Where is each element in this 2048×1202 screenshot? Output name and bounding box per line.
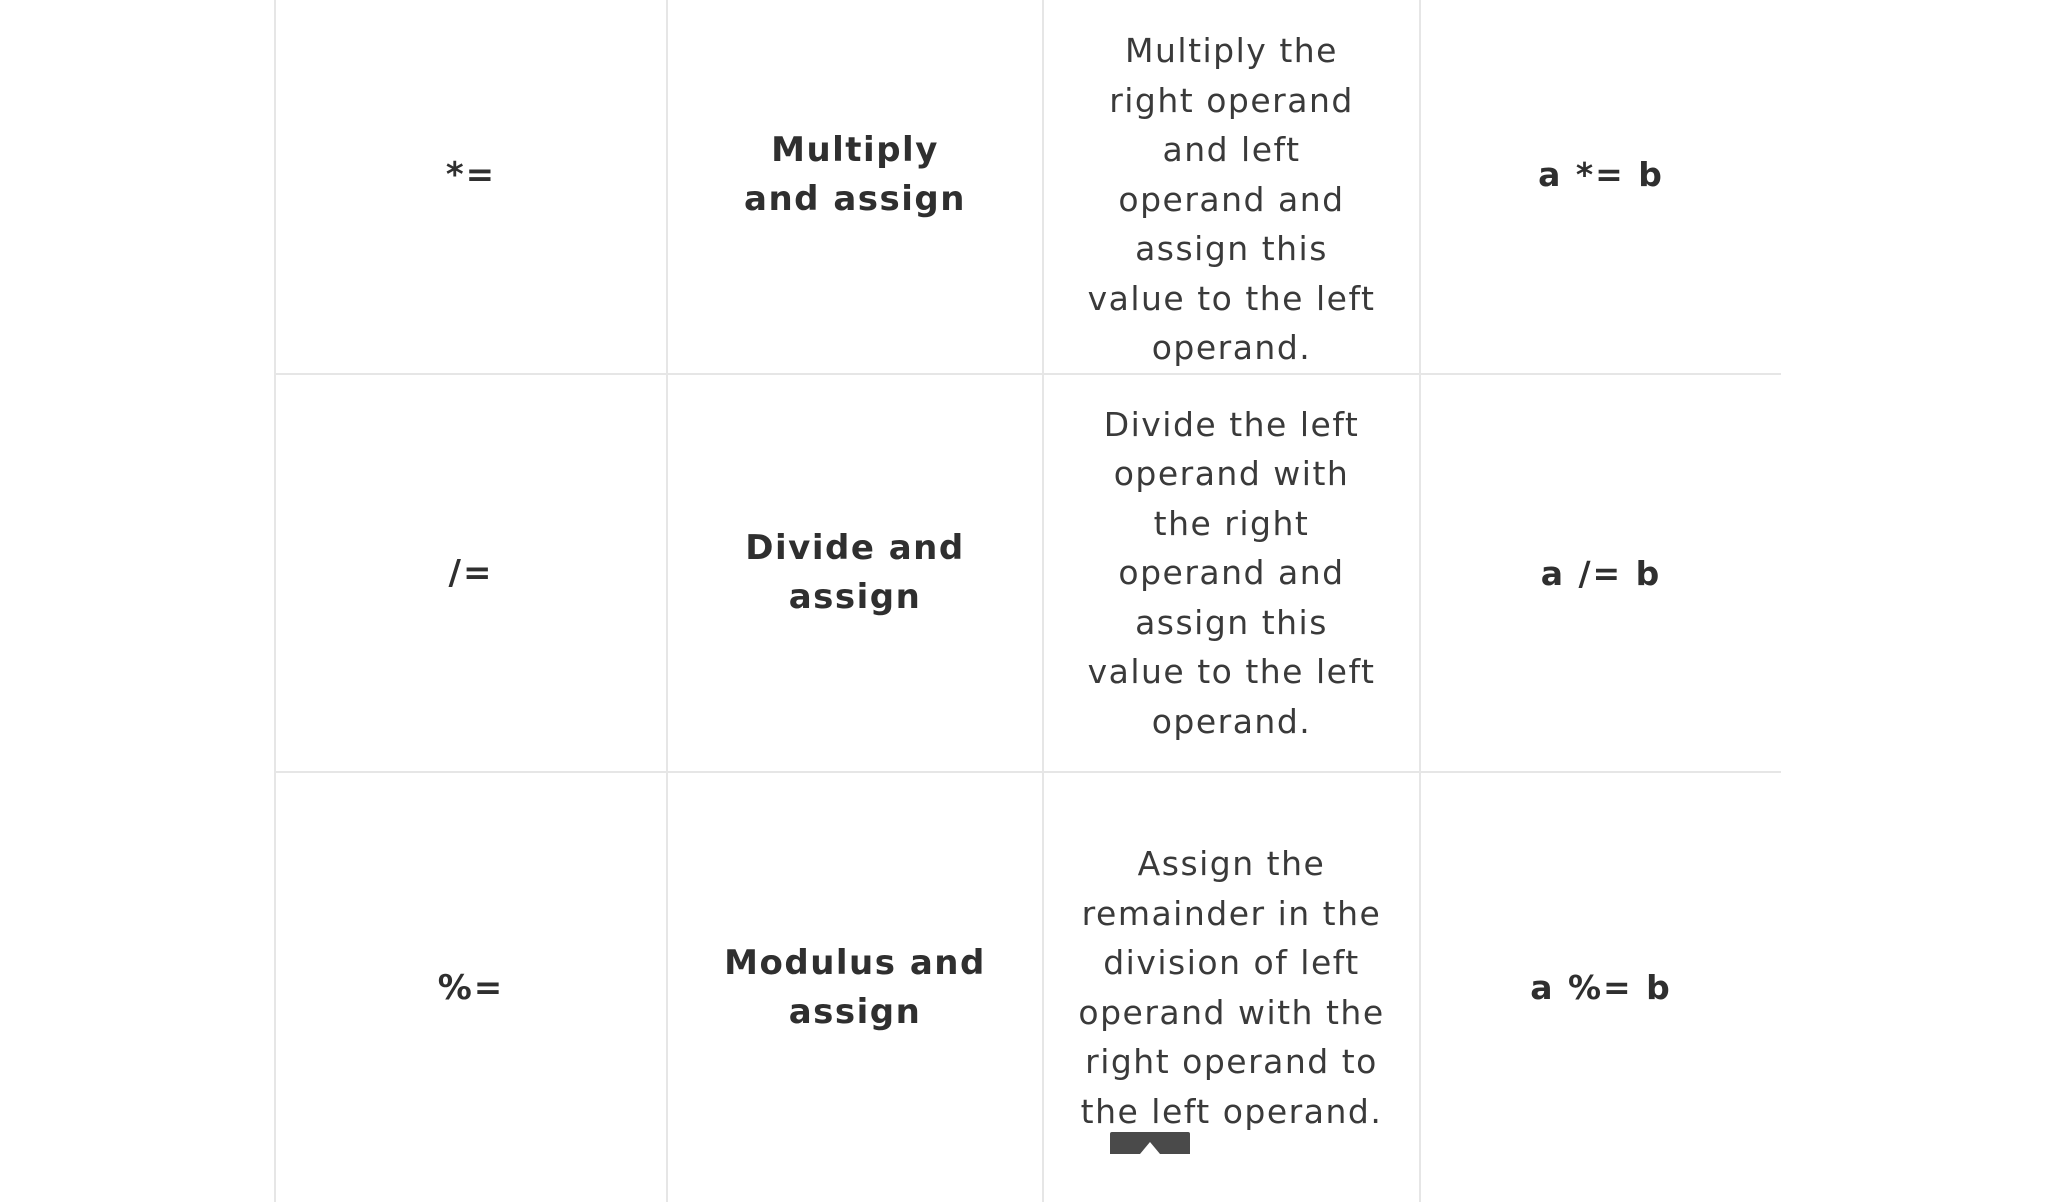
operator-cell [275,0,667,374]
operator-example: a /= b [1540,553,1662,593]
table-row [275,772,1781,1202]
operator-description: Divide the left operand with the right operand and assign this value to the left operand. [1087,404,1376,741]
description-cell [1043,0,1420,374]
table-row [275,0,1781,374]
assignment-operators-table [274,0,1781,1202]
operator-name: Modulus and assign [724,942,986,1032]
operator-symbol: *= [445,154,497,195]
operator-cell [275,772,667,1202]
name-cell [667,374,1043,772]
description-cell [1043,772,1420,1202]
operator-example: a *= b [1538,155,1664,194]
description-cell [1043,374,1420,772]
example-cell [1420,374,1781,772]
example-cell [1420,772,1781,1202]
operator-example: a %= b [1530,968,1672,1007]
name-cell [667,772,1043,1202]
operator-symbol: /= [448,553,494,593]
chevron-up-icon [1140,1142,1160,1154]
operator-description: Assign the remainder in the division of left operand with the right operand to the left operand. [1078,844,1385,1131]
example-cell [1420,0,1781,374]
scroll-to-top-button[interactable] [1110,1132,1190,1154]
operator-name: Divide and assign [745,528,965,617]
operator-description: Multiply the right operand and left operand and assign this value to the left operand. [1087,31,1376,368]
operator-symbol: %= [437,967,505,1008]
table-row [275,374,1781,772]
operator-cell [275,374,667,772]
name-cell [667,0,1043,374]
operator-name: Multiply and assign [744,129,966,219]
